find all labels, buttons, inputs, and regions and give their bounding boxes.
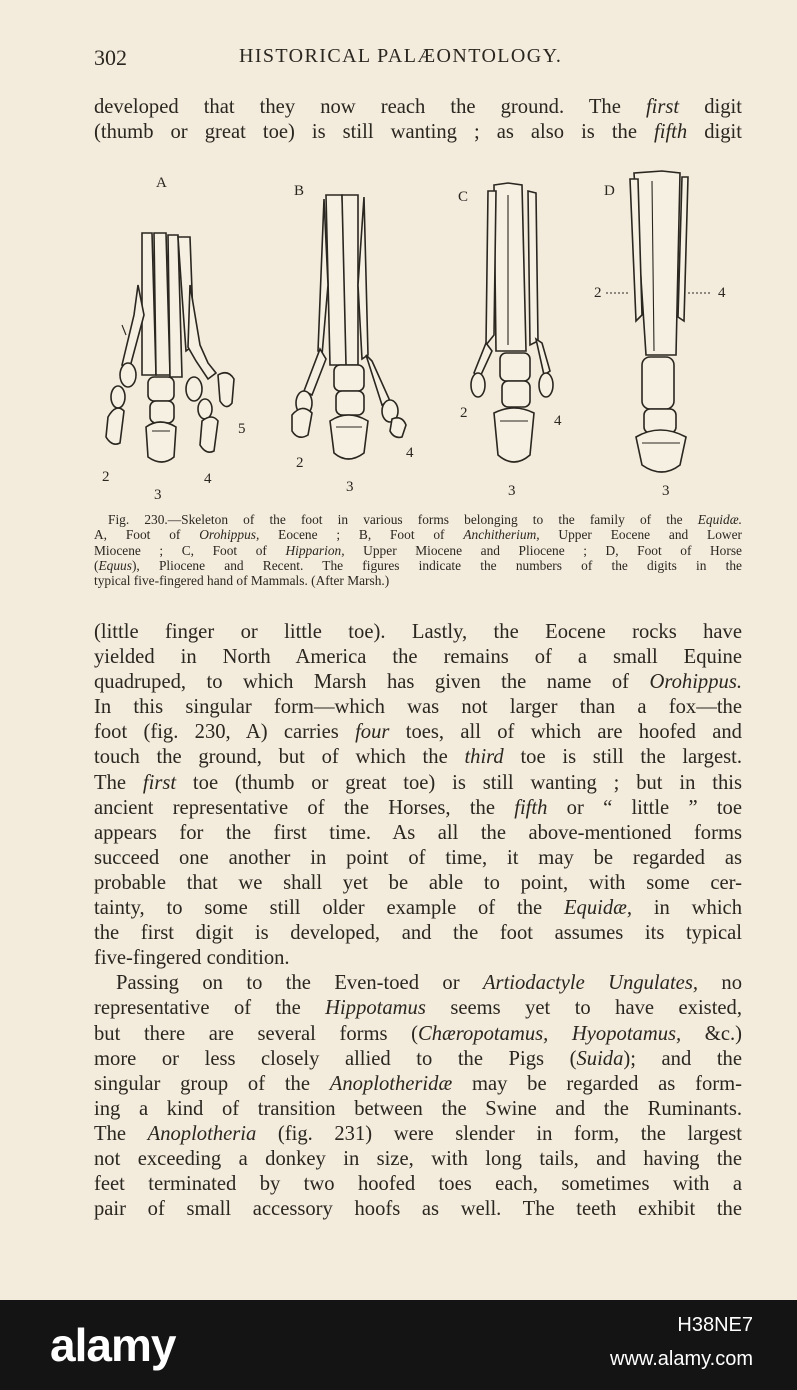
digit-label-c-3: 3 — [508, 483, 516, 499]
digit-label-c-4: 4 — [554, 413, 562, 429]
panel-label-d: D — [604, 183, 615, 199]
text-line: representative of the Hippotamus seems yet to have existed, — [94, 997, 742, 1020]
page-number: 302 — [94, 45, 127, 70]
text-line: (little finger or little toe). Lastly, the Eocene rocks have — [94, 621, 742, 643]
text-line: Passing on to the Even-toed or Artiodactyle Ungulates, no — [116, 972, 742, 995]
text-line: probable that we shall yet be able to point, with some cer- — [94, 871, 742, 894]
figure-230 — [90, 165, 750, 505]
text-line: quadruped, to which Marsh has given the name of Orohippus. — [94, 671, 742, 694]
panel-label-b: B — [294, 183, 305, 199]
watermark-url: www.alamy.com — [610, 1348, 753, 1370]
text-line: appears for the first time. As all the above-mentioned forms — [94, 821, 742, 844]
image-id: H38NE7 — [677, 1314, 753, 1336]
caption-line: Fig. 230.—Skeleton of the foot in various forms belonging to the family of the Equidæ. — [108, 512, 742, 527]
digit-label-d-3: 3 — [662, 483, 670, 499]
caption-line: Miocene ; C, Foot of Hipparion, Upper Miocene and Pliocene ; D, Foot of Horse — [94, 542, 742, 558]
running-head: HISTORICAL PALÆONTOLOGY. — [239, 45, 563, 67]
digit-label-a-5: 5 — [238, 421, 246, 437]
text-line: ancient representative of the Horses, the fifth or “ little ” toe — [94, 796, 742, 819]
digit-label-d-4: 4 — [718, 285, 726, 301]
digit-label-d-2: 2 — [594, 285, 602, 301]
text-line: touch the ground, but of which the third toe is still the largest. — [94, 746, 742, 769]
caption-line: A, Foot of Orohippus, Eocene ; B, Foot of Anchitherium, Upper Eocene and Lower — [94, 527, 743, 543]
digit-label-b-2: 2 — [296, 455, 304, 471]
digit-label-a-2: 2 — [102, 469, 110, 485]
alamy-logo: alamy — [50, 1319, 176, 1371]
digit-label-a-4: 4 — [204, 471, 212, 487]
text-line: the first digit is developed, and the foot assumes its typical — [94, 922, 742, 945]
text-line: yielded in North America the remains of a small Equine — [94, 646, 742, 669]
text-line: pair of small accessory hoofs as well. The teeth exhibit the — [94, 1198, 742, 1221]
text-line: five-fingered condition. — [94, 947, 290, 970]
panel-label-c: C — [458, 189, 469, 205]
text-line: The first toe (thumb or great toe) is still wanting ; but in this — [94, 771, 742, 794]
digit-label-a-3: 3 — [154, 487, 162, 503]
foot-b-skeleton — [292, 195, 406, 459]
figure-caption — [94, 512, 742, 588]
digit-label-b-4: 4 — [406, 445, 414, 461]
text-line: ing a kind of transition between the Swine and the Ruminants. — [94, 1097, 742, 1120]
text-line: tainty, to some still older example of the Equidæ, in which — [94, 897, 742, 920]
digit-label-b-3: 3 — [346, 479, 354, 495]
page-header — [94, 45, 744, 75]
foot-a-skeleton — [106, 233, 234, 462]
text-line: (thumb or great toe) is still wanting ; as also is the fifth digit — [94, 121, 742, 144]
top-paragraph — [94, 95, 742, 145]
digit-label-c-2: 2 — [460, 405, 468, 421]
body-text — [94, 620, 742, 1222]
text-line: more or less closely allied to the Pigs (Suida); and the — [94, 1047, 742, 1070]
text-line: foot (fig. 230, A) carries four toes, all of which are hoofed and — [94, 721, 742, 744]
caption-line: typical five-fingered hand of Mammals. (After Marsh.) — [94, 573, 390, 589]
foot-skeleton-illustration — [90, 165, 750, 505]
foot-c-skeleton — [471, 183, 553, 462]
text-line: feet terminated by two hoofed toes each, sometimes with a — [94, 1173, 742, 1196]
text-line: but there are several forms (Chæropotamus, Hyopotamus, &c.) — [94, 1022, 742, 1045]
text-line: not exceeding a donkey in size, with long tails, and having the — [94, 1147, 742, 1170]
foot-d-skeleton — [630, 171, 688, 472]
text-line: singular group of the Anoplotheridæ may be regarded as form- — [94, 1072, 742, 1095]
text-line: In this singular form—which was not larger than a fox—the — [94, 696, 742, 719]
text-line: The Anoplotheria (fig. 231) were slender in form, the largest — [94, 1122, 742, 1145]
text-line: developed that they now reach the ground. The first digit — [94, 96, 742, 118]
caption-line: (Equus), Pliocene and Recent. The figures indicate the numbers of the digits in the — [94, 557, 742, 573]
watermark-banner — [0, 1300, 797, 1390]
text-line: succeed one another in point of time, it may be regarded as — [94, 846, 742, 869]
panel-label-a: A — [156, 175, 167, 191]
